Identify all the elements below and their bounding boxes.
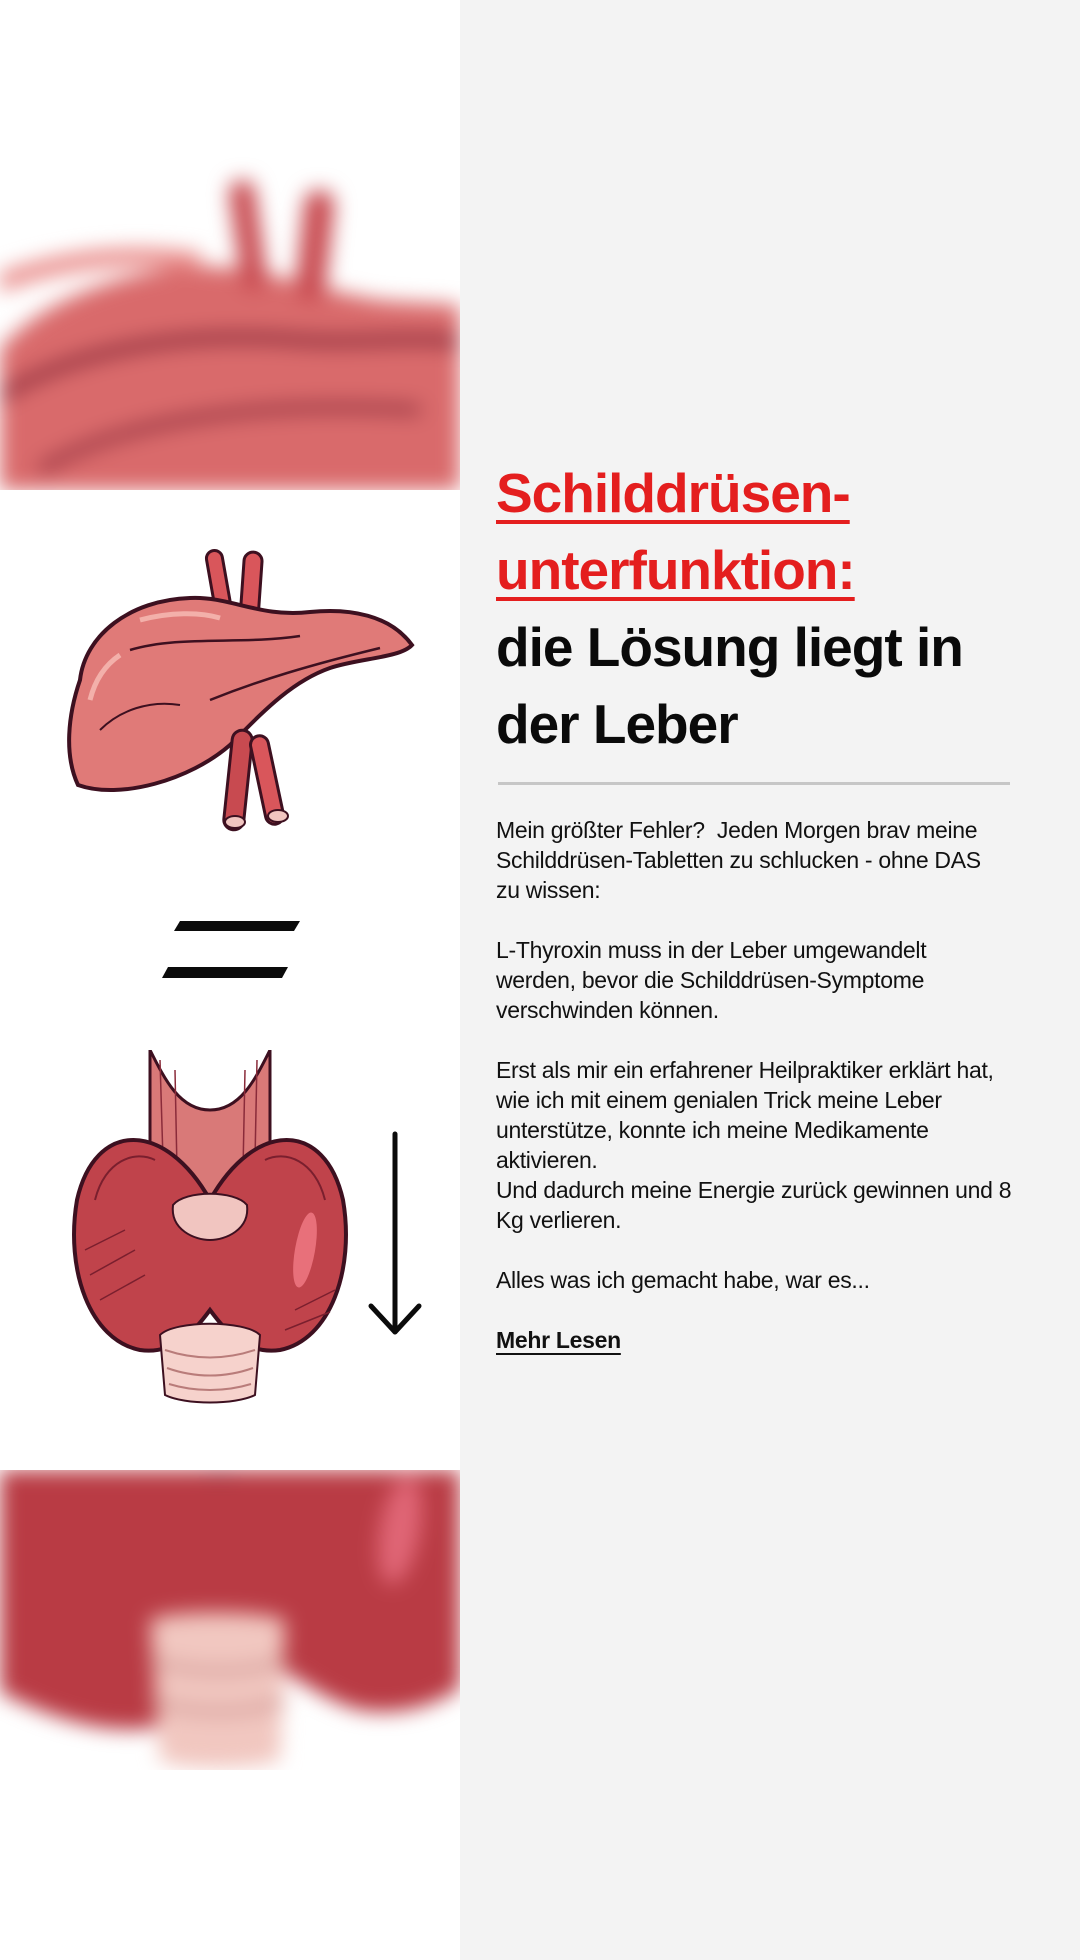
paragraph-3-line-3: unterstütze, konnte ich meine Medikamente: [496, 1117, 929, 1143]
paragraph-3-line-1: Erst als mir ein erfahrener Heilpraktiker erklärt hat,: [496, 1057, 994, 1083]
article-column: [460, 0, 1080, 1960]
equals-icon: [160, 915, 300, 990]
paragraph-3-line-4: aktivieren.: [496, 1147, 598, 1173]
blurred-liver-background: [0, 0, 460, 490]
paragraph-2-line-2: werden, bevor die Schilddrüsen-Symptome: [496, 967, 925, 993]
paragraph-1: [496, 815, 1048, 905]
paragraph-3-line-2: wie ich mit einem genialen Trick meine Leber: [496, 1087, 942, 1113]
read-more-link[interactable]: Mehr Lesen: [496, 1327, 621, 1353]
paragraph-2-line-1: L-Thyroxin muss in der Leber umgewandelt: [496, 937, 927, 963]
liver-illustration: [60, 540, 420, 845]
paragraph-1-line-2: Schilddrüsen-Tabletten zu schlucken - ohne DAS: [496, 847, 981, 873]
paragraph-2: [496, 935, 1048, 1025]
paragraph-3-line-5: Und dadurch meine Energie zurück gewinnen und 8: [496, 1177, 1012, 1203]
paragraph-1-line-1: Mein größter Fehler? Jeden Morgen brav meine: [496, 817, 978, 843]
arrow-down-icon: [365, 1130, 425, 1345]
thyroid-illustration: [65, 1050, 355, 1415]
paragraph-4: Alles was ich gemacht habe, war es...: [496, 1267, 870, 1293]
illustration-column: [0, 0, 460, 1960]
headline: [496, 455, 1056, 763]
headline-black-line-1: die Lösung liegt in: [496, 616, 963, 678]
paragraph-1-line-3: zu wissen:: [496, 877, 601, 903]
headline-red-line-2: unterfunktion:: [496, 539, 855, 601]
paragraph-3-line-6: Kg verlieren.: [496, 1207, 622, 1233]
article-body: [496, 815, 1048, 1355]
divider: [498, 782, 1010, 785]
paragraph-3: [496, 1055, 1048, 1235]
paragraph-2-line-3: verschwinden können.: [496, 997, 719, 1023]
blurred-thyroid-background: [0, 1470, 460, 1770]
headline-black-line-2: der Leber: [496, 693, 738, 755]
headline-red-line-1: Schilddrüsen-: [496, 462, 850, 524]
